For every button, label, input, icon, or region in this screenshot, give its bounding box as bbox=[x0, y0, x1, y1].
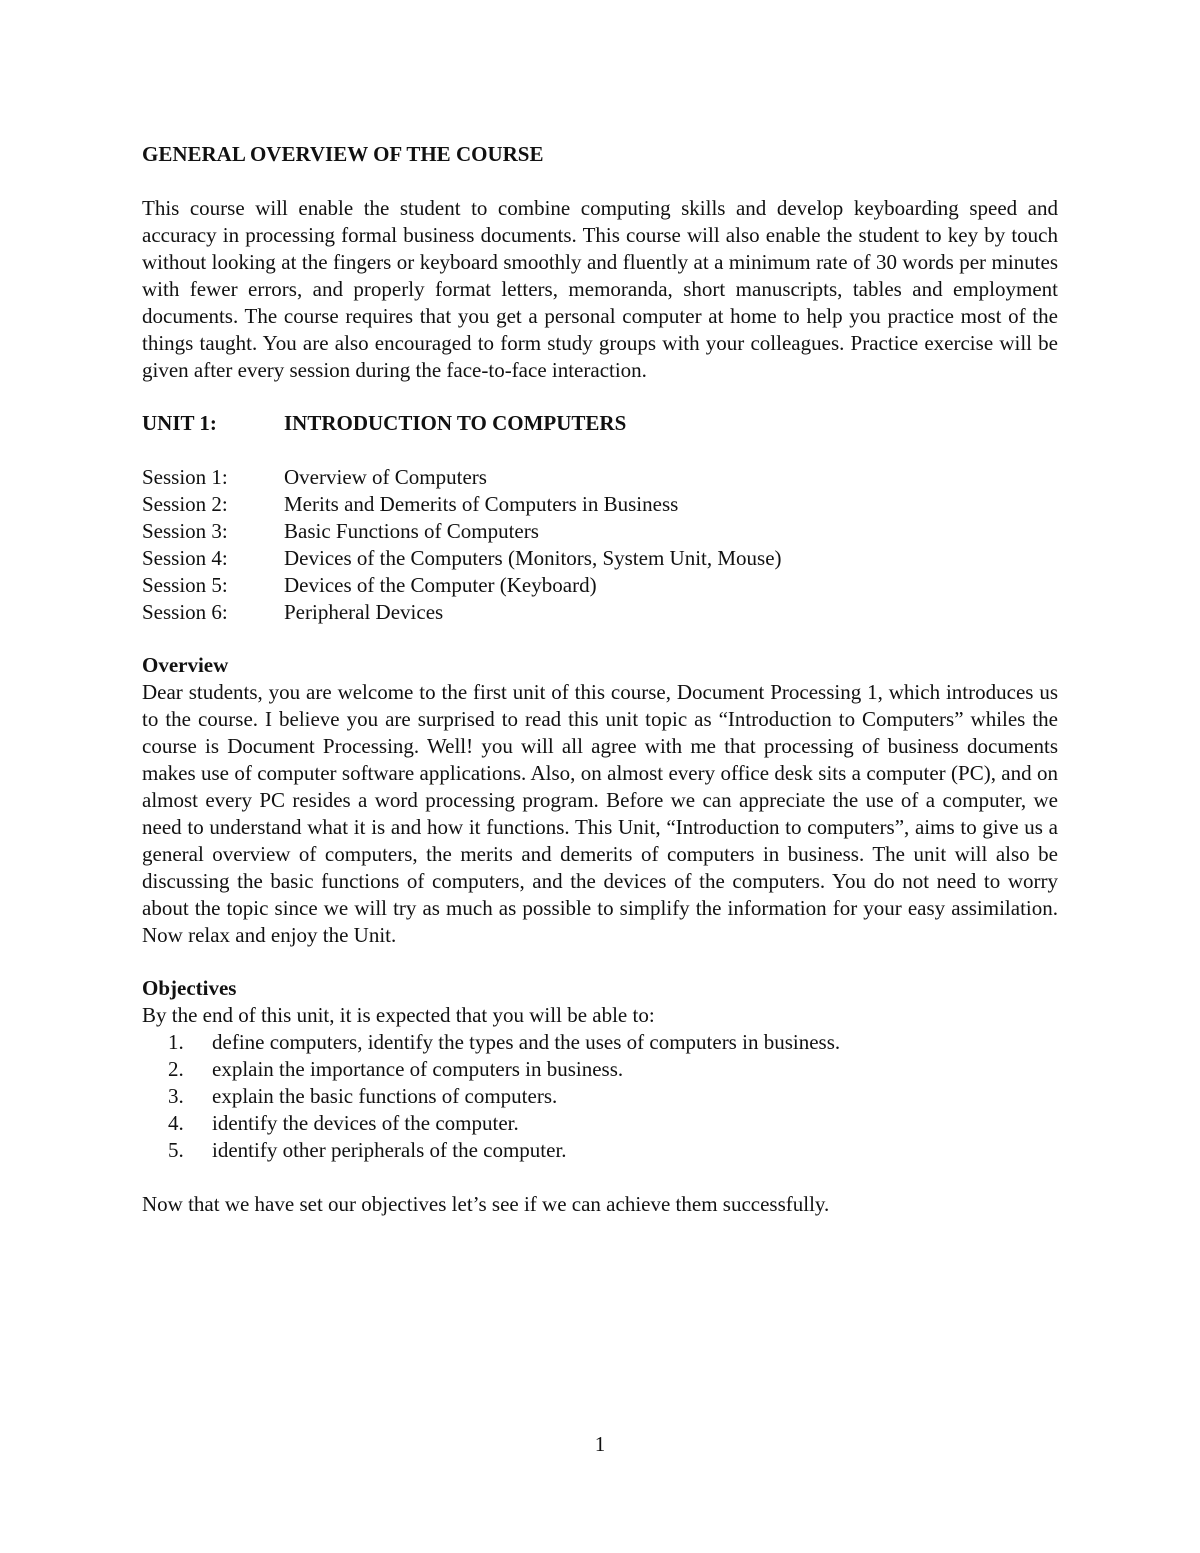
page-number: 1 bbox=[594, 1432, 606, 1456]
session-item bbox=[142, 572, 1058, 599]
objective-item bbox=[142, 1137, 1058, 1164]
session-item bbox=[142, 464, 1058, 491]
objective-item bbox=[142, 1110, 1058, 1137]
overview-paragraph: Dear students, you are welcome to the first unit of this course, Document Processing 1, which introduces us to the course. I believe you are surprised to read this unit topic as “Introduction to Computers” whiles the course is Document Processing. Well! you will all agree with me that processing of business documents makes use of computer software applications. Also, on almost every office desk sits a computer (PC), and on almost every PC resides a word processing program. Before we can appreciate the use of a computer, we need to understand what it is and how it functions. This Unit, “Introduction to computers”, aims to give us a general overview of computers, the merits and demerits of computers in business. The unit will also be discussing the basic functions of computers, and the devices of the computers. You do not need to worry about the topic since we will try as much as possible to simplify the information for your easy assimilation. Now relax and enjoy the Unit. bbox=[142, 680, 1058, 947]
unit-label: UNIT 1: bbox=[142, 411, 217, 435]
objective-item bbox=[142, 1029, 1058, 1056]
session-label: Session 2: bbox=[142, 492, 228, 516]
session-title: Peripheral Devices bbox=[284, 600, 444, 624]
objective-text: identify the devices of the computer. bbox=[212, 1111, 519, 1135]
objectives-lead: By the end of this unit, it is expected that you will be able to: bbox=[142, 1003, 655, 1027]
session-item bbox=[142, 545, 1058, 572]
unit-title: INTRODUCTION TO COMPUTERS bbox=[284, 411, 627, 435]
objectives-heading: Objectives bbox=[142, 976, 237, 1000]
session-label: Session 1: bbox=[142, 465, 228, 489]
session-title: Merits and Demerits of Computers in Business bbox=[284, 492, 679, 516]
objective-number: 1. bbox=[168, 1030, 184, 1054]
session-label: Session 6: bbox=[142, 600, 228, 624]
overview-heading: Overview bbox=[142, 653, 229, 677]
objective-number: 5. bbox=[168, 1138, 184, 1162]
objective-text: explain the importance of computers in business. bbox=[212, 1057, 624, 1081]
session-title: Devices of the Computers (Monitors, System Unit, Mouse) bbox=[284, 546, 782, 570]
objective-number: 2. bbox=[168, 1057, 184, 1081]
objective-number: 4. bbox=[168, 1111, 184, 1135]
objective-number: 3. bbox=[168, 1084, 184, 1108]
course-intro-paragraph: This course will enable the student to combine computing skills and develop keyboarding speed and accuracy in processing formal business documents. This course will also enable the student to key by touch without looking at the fingers or keyboard smoothly and fluently at a minimum rate of 30 words per minutes with fewer errors, and properly format letters, memoranda, short manuscripts, tables and employment documents. The course requires that you get a personal computer at home to help you practice most of the things taught. You are also encouraged to form study groups with your colleagues. Practice exercise will be given after every session during the face-to-face interaction. bbox=[142, 196, 1058, 382]
objectives-list bbox=[142, 1029, 1058, 1164]
document-title: GENERAL OVERVIEW OF THE COURSE bbox=[142, 142, 544, 166]
session-label: Session 3: bbox=[142, 519, 228, 543]
session-list bbox=[142, 464, 1058, 626]
objective-text: explain the basic functions of computers. bbox=[212, 1084, 558, 1108]
session-item bbox=[142, 599, 1058, 626]
objective-text: identify other peripherals of the computer. bbox=[212, 1138, 567, 1162]
session-item bbox=[142, 491, 1058, 518]
unit-heading bbox=[142, 410, 1058, 437]
session-title: Devices of the Computer (Keyboard) bbox=[284, 573, 597, 597]
objective-text: define computers, identify the types and the uses of computers in business. bbox=[212, 1030, 841, 1054]
session-title: Basic Functions of Computers bbox=[284, 519, 539, 543]
document-page bbox=[142, 140, 1058, 1218]
session-item bbox=[142, 518, 1058, 545]
closing-sentence: Now that we have set our objectives let’s see if we can achieve them successfully. bbox=[142, 1192, 830, 1216]
session-title: Overview of Computers bbox=[284, 465, 487, 489]
objective-item bbox=[142, 1056, 1058, 1083]
session-label: Session 4: bbox=[142, 546, 228, 570]
objective-item bbox=[142, 1083, 1058, 1110]
session-label: Session 5: bbox=[142, 573, 228, 597]
